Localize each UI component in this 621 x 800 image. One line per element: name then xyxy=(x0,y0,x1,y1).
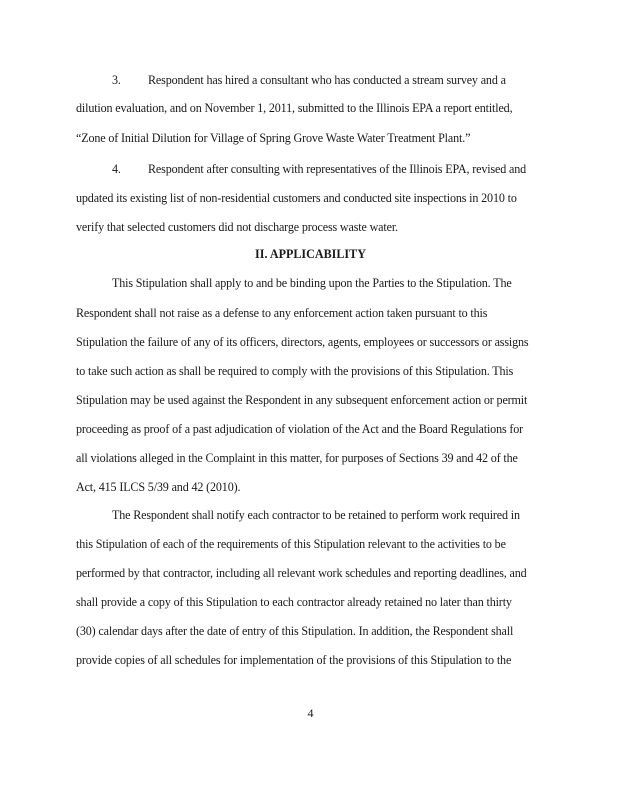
text-line: dilution evaluation, and on November 1, 2011, submitted to the Illinois EPA a report entitled, xyxy=(76,101,513,115)
text-line: updated its existing list of non-residential customers and conducted site inspections in 2010 to xyxy=(76,191,517,205)
text-line: provide copies of all schedules for implementation of the provisions of this Stipulation to the xyxy=(76,653,512,667)
text-line: to take such action as shall be required to comply with the provisions of this Stipulation. This xyxy=(76,364,514,378)
text-line: verify that selected customers did not discharge process waste water. xyxy=(76,220,398,234)
text-line: The Respondent shall notify each contractor to be retained to perform work required in xyxy=(112,508,520,522)
text-line: shall provide a copy of this Stipulation to each contractor already retained no later than thirty xyxy=(76,595,512,609)
text-line: This Stipulation shall apply to and be binding upon the Parties to the Stipulation. The xyxy=(112,276,512,290)
text-line: Respondent shall not raise as a defense to any enforcement action taken pursuant to this xyxy=(76,306,488,320)
text-line: Act, 415 ILCS 5/39 and 42 (2010). xyxy=(76,480,241,494)
text-line: proceeding as proof of a past adjudication of violation of the Act and the Board Regulations for xyxy=(76,422,524,436)
text-line: (30) calendar days after the date of entry of this Stipulation. In addition, the Respondent shall xyxy=(76,624,514,638)
text-line: Respondent after consulting with representatives of the Illinois EPA, revised and xyxy=(148,162,527,176)
section-heading: II. APPLICABILITY xyxy=(255,247,366,261)
paragraph-number: 3. xyxy=(112,73,121,87)
text-line: this Stipulation of each of the requirements of this Stipulation relevant to the activities to be xyxy=(76,537,506,551)
text-line: Stipulation the failure of any of its officers, directors, agents, employees or successors or assigns xyxy=(76,335,529,349)
text-line: performed by that contractor, including all relevant work schedules and reporting deadlines, and xyxy=(76,566,527,580)
text-line: Stipulation may be used against the Respondent in any subsequent enforcement action or permit xyxy=(76,393,528,407)
page-number: 4 xyxy=(307,706,314,720)
text-line: “Zone of Initial Dilution for Village of Spring Grove Waste Water Treatment Plant.” xyxy=(76,131,471,145)
paragraph-number: 4. xyxy=(112,162,121,176)
text-line: all violations alleged in the Complaint in this matter, for purposes of Sections 39 and 42 of the xyxy=(76,451,518,465)
text-line: Respondent has hired a consultant who has conducted a stream survey and a xyxy=(148,73,506,87)
